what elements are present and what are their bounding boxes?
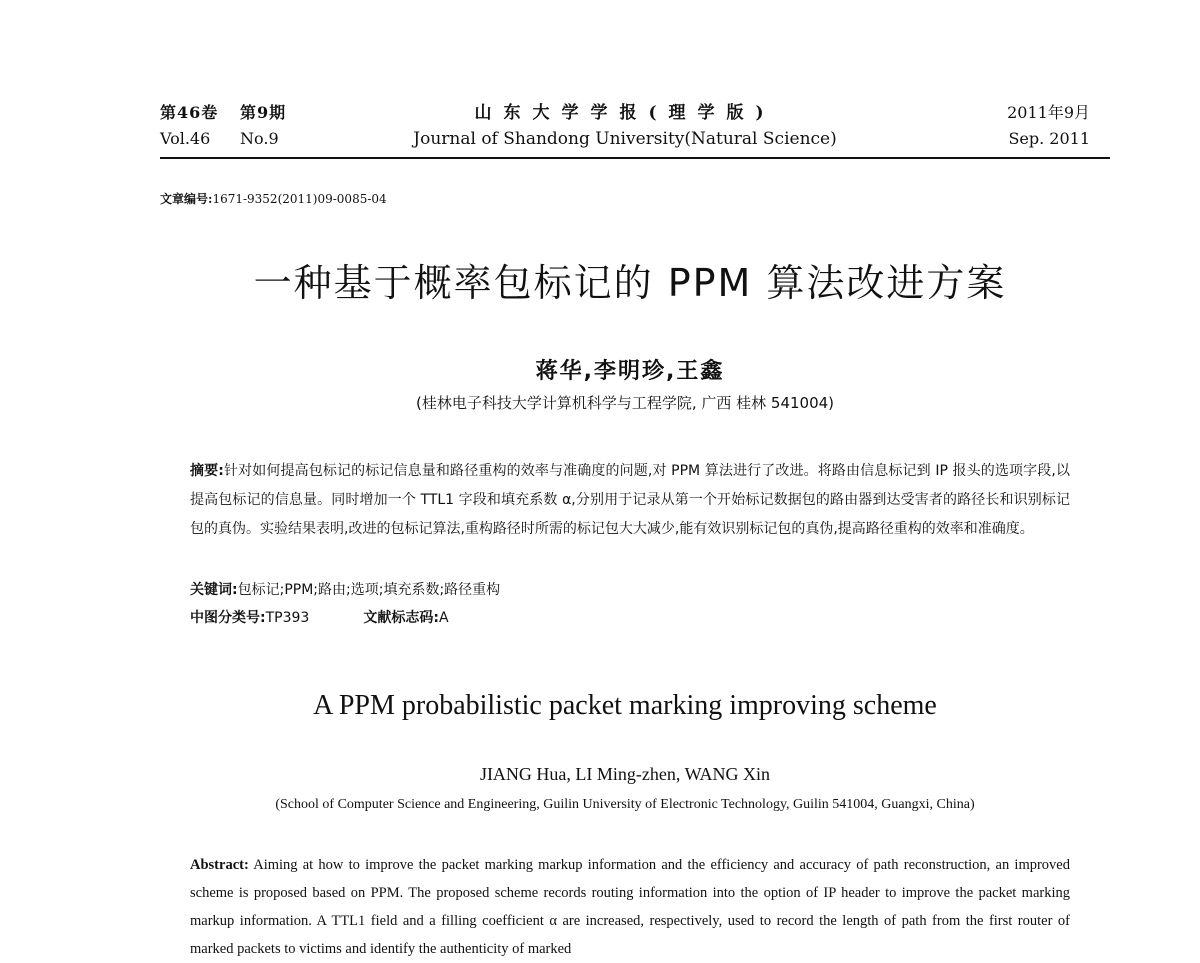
- article-number-label: 文章编号:: [160, 192, 213, 206]
- publication-date: [1007, 100, 1090, 152]
- classification: [190, 607, 449, 627]
- journal-header: [160, 100, 1110, 156]
- article-number: [160, 190, 387, 207]
- volume-cn: 第46卷: [160, 103, 219, 122]
- keywords-cn: [190, 579, 500, 599]
- title-en: A PPM probabilistic packet marking improving scheme: [313, 690, 937, 721]
- affiliation-en: (School of Computer Science and Engineering, Guilin University of Electronic Technology, Guilin 541004, Guangxi, China): [275, 797, 975, 812]
- abstract-cn-label: 摘要:: [190, 463, 224, 479]
- clc-value: TP393: [265, 610, 310, 626]
- clc-label: 中图分类号:: [190, 610, 266, 626]
- header-rule: [160, 157, 1110, 159]
- journal-name: [390, 100, 860, 152]
- issue-en: No.9: [240, 129, 279, 148]
- keywords-cn-text: 包标记;PPM;路由;选项;填充系数;路径重构: [237, 582, 501, 598]
- volume-issue: [160, 100, 286, 152]
- date-cn: 2011年9月: [1007, 103, 1090, 122]
- authors-en: JIANG Hua, LI Ming-zhen, WANG Xin: [479, 764, 771, 784]
- article-number-value: 1671-9352(2011)09-0085-04: [212, 192, 387, 206]
- journal-name-en: Journal of Shandong University(Natural Science): [413, 129, 837, 149]
- abstract-cn-text: 针对如何提高包标记的标记信息量和路径重构的效率与准确度的问题,对 PPM 算法进行了改进。将路由信息标记到 IP 报头的选项字段,以提高包标记的信息量。同时增加一个 TTL1 字段和填充系数 α,分别用于记录从第一个开始标记数据包的路由器到达受害者的路径长和识别标记包的真伪。实验结果表明,改进的包标记算法,重构路径时所需的标记包大大减少,能有效识别标记包的真伪,提高路径重构的效率和准确度。: [190, 463, 1070, 537]
- issue-cn: 第9期: [240, 103, 287, 122]
- abstract-en-text: Aiming at how to improve the packet marking markup information and the efficiency and accuracy of path reconstruction, an improved scheme is proposed based on PPM. The proposed scheme records routing information into the option of IP header to improve the packet marking markup information. A TTL1 field and a filling coefficient α are increased, respectively, used to record the length of path from the first router of marked packets to victims and identify the authenticity of marked: [190, 857, 1070, 957]
- journal-name-cn: 山东大学学报(理学版): [474, 103, 776, 123]
- authors-cn: 蒋华,李明珍,王鑫: [535, 359, 725, 384]
- title-cn: 一种基于概率包标记的 PPM 算法改进方案: [253, 261, 1007, 305]
- abstract-cn: [190, 457, 1070, 544]
- affiliation-cn: (桂林电子科技大学计算机科学与工程学院, 广西 桂林 541004): [415, 394, 835, 412]
- doc-code-value: A: [438, 610, 449, 626]
- doc-code-label: 文献标志码:: [363, 610, 439, 626]
- abstract-en: [190, 851, 1070, 963]
- volume-en: Vol.46: [160, 129, 211, 148]
- date-en: Sep. 2011: [1008, 129, 1090, 148]
- abstract-en-label: Abstract:: [190, 857, 249, 873]
- keywords-cn-label: 关键词:: [190, 582, 238, 598]
